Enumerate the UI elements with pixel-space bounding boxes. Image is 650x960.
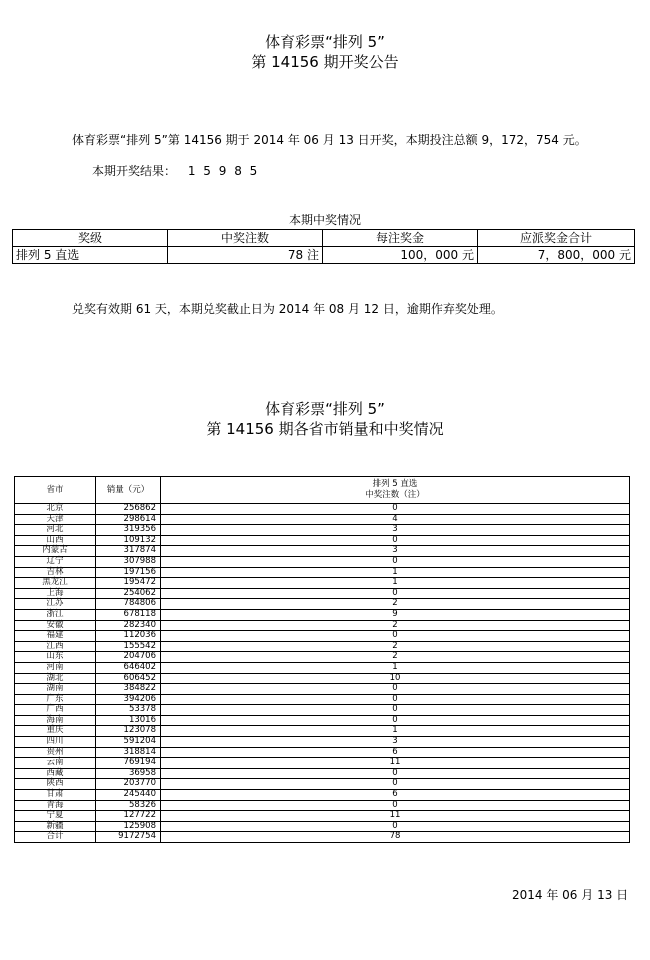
wins-cell: 6 [161, 790, 630, 801]
wins-cell: 9 [161, 609, 630, 620]
province-cell: 湖北 [15, 673, 96, 684]
sales-table-row [15, 514, 630, 525]
wins-cell: 0 [161, 715, 630, 726]
sales-cell: 13016 [96, 715, 161, 726]
sales-cell: 769194 [96, 758, 161, 769]
sales-table-header-row [15, 477, 630, 504]
sales-table-row [15, 811, 630, 822]
sales-table-row [15, 556, 630, 567]
sales-cell: 319356 [96, 525, 161, 536]
province-cell: 山东 [15, 652, 96, 663]
header-wins-line1: 排列 5 直选 [372, 479, 418, 489]
wins-cell: 11 [161, 811, 630, 822]
wins-cell: 4 [161, 514, 630, 525]
sales-table-row [15, 525, 630, 536]
wins-cell: 0 [161, 504, 630, 515]
wins-cell: 0 [161, 535, 630, 546]
sales-table-row [15, 694, 630, 705]
sales-table-row [15, 504, 630, 515]
sales-cell: 125908 [96, 821, 161, 832]
sales-cell: 317874 [96, 546, 161, 557]
province-cell: 宁夏 [15, 811, 96, 822]
prize-count: 78 注 [168, 247, 323, 264]
wins-cell: 1 [161, 578, 630, 589]
sales-table-row [15, 705, 630, 716]
province-cell: 广西 [15, 705, 96, 716]
sales-table-row [15, 609, 630, 620]
province-cell: 河北 [15, 525, 96, 536]
sales-cell: 678118 [96, 609, 161, 620]
wins-cell: 10 [161, 673, 630, 684]
wins-cell: 3 [161, 546, 630, 557]
sales-table-row [15, 768, 630, 779]
wins-cell: 1 [161, 567, 630, 578]
sales-cell: 384822 [96, 684, 161, 695]
draw-result-label: 本期开奖结果： [92, 164, 177, 178]
footer-date: 2014 年 06 月 13 日 [512, 888, 629, 902]
province-cell: 福建 [15, 631, 96, 642]
sales-cell: 307988 [96, 556, 161, 567]
sales-cell: 155542 [96, 641, 161, 652]
sales-table-row [15, 821, 630, 832]
sales-table-row [15, 599, 630, 610]
sales-cell: 109132 [96, 535, 161, 546]
sales-table-row [15, 684, 630, 695]
wins-cell: 2 [161, 620, 630, 631]
draw-result [92, 162, 259, 179]
redeem-note: 兑奖有效期 61 天，本期兑奖截止日为 2014 年 08 月 12 日，逾期作弃奖处理。 [72, 302, 503, 316]
prize-table [12, 229, 635, 264]
sales-table-row [15, 546, 630, 557]
province-cell: 合计 [15, 832, 96, 843]
prize-per-bet: 100，000 元 [323, 247, 478, 264]
announcement-title-line2: 第 14156 期开奖公告 [251, 53, 399, 71]
province-cell: 湖南 [15, 684, 96, 695]
sales-cell: 127722 [96, 811, 161, 822]
header-sales: 销量（元） [96, 477, 161, 504]
sales-table [14, 476, 630, 843]
province-cell: 辽宁 [15, 556, 96, 567]
province-cell: 北京 [15, 504, 96, 515]
sales-cell: 197156 [96, 567, 161, 578]
wins-cell: 1 [161, 662, 630, 673]
header-province: 省市 [15, 477, 96, 504]
province-cell: 云南 [15, 758, 96, 769]
sales-cell: 204706 [96, 652, 161, 663]
sales-cell: 123078 [96, 726, 161, 737]
province-cell: 上海 [15, 588, 96, 599]
draw-result-numbers: 1 5 9 8 5 [187, 164, 260, 178]
sales-title-line1: 体育彩票“排列 5” [265, 400, 385, 418]
sales-cell: 606452 [96, 673, 161, 684]
sales-cell: 53378 [96, 705, 161, 716]
sales-table-row [15, 652, 630, 663]
wins-cell: 1 [161, 726, 630, 737]
sales-table-row [15, 800, 630, 811]
province-cell: 海南 [15, 715, 96, 726]
sales-cell: 394206 [96, 694, 161, 705]
sales-cell: 591204 [96, 737, 161, 748]
province-cell: 西藏 [15, 768, 96, 779]
sales-table-row [15, 631, 630, 642]
sales-cell: 58326 [96, 800, 161, 811]
province-cell: 青海 [15, 800, 96, 811]
sales-cell: 254062 [96, 588, 161, 599]
prize-total: 7，800，000 元 [478, 247, 635, 264]
province-cell: 浙江 [15, 609, 96, 620]
wins-cell: 0 [161, 768, 630, 779]
announcement-text: 体育彩票“排列 5”第 14156 期于 2014 年 06 月 13 日开奖，本期投注总额 9，172，754 元。 [72, 133, 587, 147]
sales-cell: 256862 [96, 504, 161, 515]
wins-cell: 0 [161, 705, 630, 716]
sales-table-row [15, 673, 630, 684]
sales-cell: 646402 [96, 662, 161, 673]
province-cell: 河南 [15, 662, 96, 673]
wins-cell: 2 [161, 652, 630, 663]
province-cell: 贵州 [15, 747, 96, 758]
sales-table-row [15, 535, 630, 546]
wins-cell: 0 [161, 821, 630, 832]
header-per-bet: 每注奖金 [323, 230, 478, 247]
wins-cell: 11 [161, 758, 630, 769]
sales-cell: 298614 [96, 514, 161, 525]
province-cell: 山西 [15, 535, 96, 546]
sales-table-row [15, 747, 630, 758]
province-cell: 江西 [15, 641, 96, 652]
sales-table-row [15, 737, 630, 748]
wins-cell: 2 [161, 641, 630, 652]
sales-cell: 245440 [96, 790, 161, 801]
sales-cell: 282340 [96, 620, 161, 631]
wins-cell: 2 [161, 599, 630, 610]
province-cell: 天津 [15, 514, 96, 525]
sales-table-row [15, 726, 630, 737]
sales-table-row [15, 790, 630, 801]
sales-table-row [15, 758, 630, 769]
province-cell: 安徽 [15, 620, 96, 631]
prize-level: 排列 5 直选 [13, 247, 168, 264]
sales-table-row [15, 779, 630, 790]
province-cell: 黑龙江 [15, 578, 96, 589]
wins-cell: 0 [161, 556, 630, 567]
wins-cell: 0 [161, 779, 630, 790]
province-cell: 新疆 [15, 821, 96, 832]
wins-cell: 0 [161, 631, 630, 642]
sales-table-row [15, 588, 630, 599]
wins-cell: 3 [161, 737, 630, 748]
prize-table-row [13, 247, 635, 264]
sales-table-row [15, 578, 630, 589]
province-cell: 江苏 [15, 599, 96, 610]
province-cell: 重庆 [15, 726, 96, 737]
province-cell: 广东 [15, 694, 96, 705]
header-wins-line2: 中奖注数（注） [365, 490, 425, 500]
wins-cell: 0 [161, 588, 630, 599]
sales-table-row [15, 662, 630, 673]
header-total: 应派奖金合计 [478, 230, 635, 247]
wins-cell: 0 [161, 684, 630, 695]
province-cell: 陕西 [15, 779, 96, 790]
sales-cell: 36958 [96, 768, 161, 779]
province-cell: 甘肃 [15, 790, 96, 801]
prize-caption: 本期中奖情况 [288, 213, 361, 227]
sales-cell: 112036 [96, 631, 161, 642]
sales-cell: 203770 [96, 779, 161, 790]
sales-cell: 784806 [96, 599, 161, 610]
sales-cell: 318814 [96, 747, 161, 758]
header-count: 中奖注数 [168, 230, 323, 247]
sales-table-body [15, 504, 630, 843]
wins-cell: 0 [161, 694, 630, 705]
wins-cell: 78 [161, 832, 630, 843]
sales-table-row [15, 641, 630, 652]
sales-cell: 195472 [96, 578, 161, 589]
wins-cell: 3 [161, 525, 630, 536]
sales-table-row [15, 832, 630, 843]
sales-table-row [15, 715, 630, 726]
wins-cell: 0 [161, 800, 630, 811]
province-cell: 内蒙古 [15, 546, 96, 557]
announcement-title-line1: 体育彩票“排列 5” [265, 33, 385, 51]
header-wins [161, 477, 630, 504]
province-cell: 吉林 [15, 567, 96, 578]
header-level: 奖级 [13, 230, 168, 247]
sales-table-row [15, 620, 630, 631]
province-cell: 四川 [15, 737, 96, 748]
prize-table-header-row [13, 230, 635, 247]
sales-title-line2: 第 14156 期各省市销量和中奖情况 [206, 420, 444, 438]
sales-cell: 9172754 [96, 832, 161, 843]
wins-cell: 6 [161, 747, 630, 758]
sales-table-row [15, 567, 630, 578]
